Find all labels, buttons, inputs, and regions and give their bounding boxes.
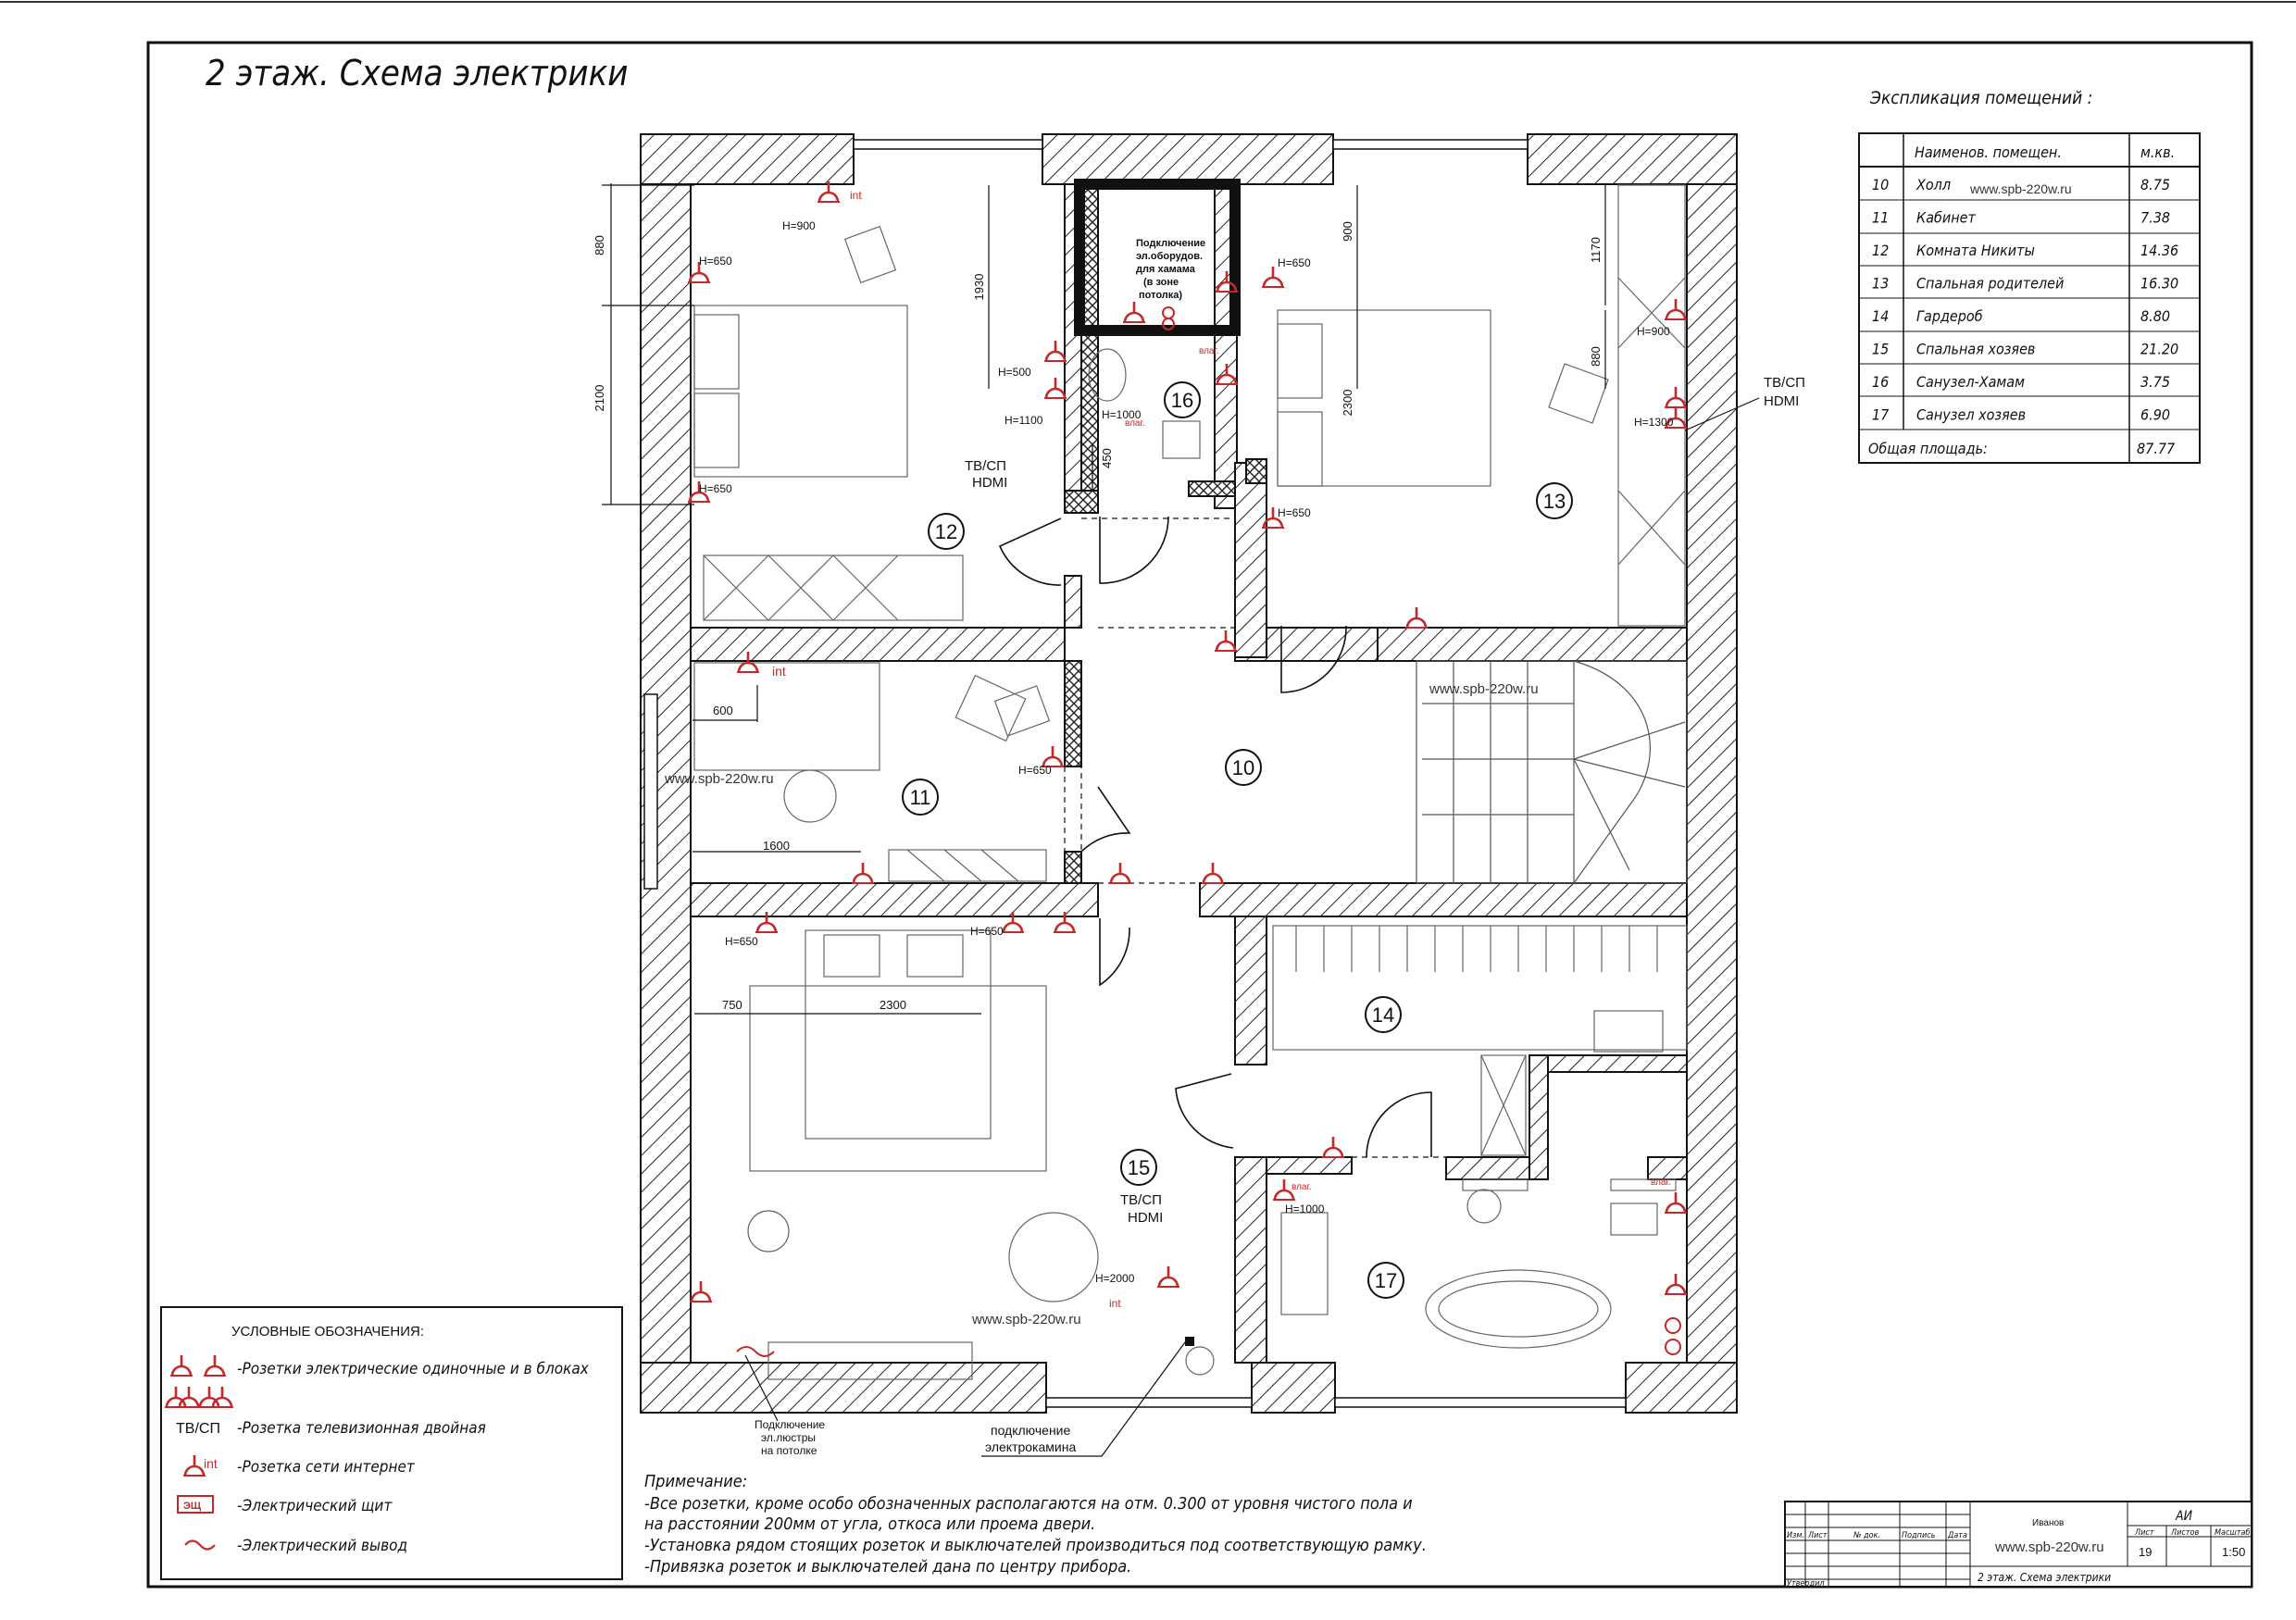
explication-cell-area: 6.90 bbox=[2140, 405, 2171, 424]
explication-cell-area: 21.20 bbox=[2140, 340, 2179, 358]
room-number-11: 11 bbox=[909, 786, 931, 809]
explication-cell-area: 8.75 bbox=[2140, 176, 2171, 193]
svg-text:H=2000: H=2000 bbox=[1095, 1272, 1135, 1285]
explication-cell-num: 12 bbox=[1872, 242, 1890, 259]
svg-text:H=650: H=650 bbox=[699, 482, 732, 495]
svg-text:750: 750 bbox=[722, 998, 742, 1012]
explication-cell-num: 13 bbox=[1872, 274, 1890, 293]
svg-text:Листов: Листов bbox=[2171, 1528, 2200, 1538]
svg-text:880: 880 bbox=[1589, 346, 1603, 367]
explication-cell-name: Холл bbox=[1916, 176, 1952, 193]
svg-text:Утвердил: Утвердил bbox=[1787, 1579, 1825, 1589]
svg-text:int: int bbox=[1109, 1297, 1121, 1310]
svg-text:900: 900 bbox=[1341, 221, 1354, 242]
explication-cell-area: 3.75 bbox=[2140, 373, 2171, 391]
svg-text:-Установка рядом стоящих розет: -Установка рядом стоящих розеток и выключателей производиться под соответствующую рамку. bbox=[644, 1536, 1427, 1555]
room-number-10: 10 bbox=[1231, 756, 1255, 779]
svg-text:Лист: Лист bbox=[1808, 1531, 1828, 1540]
explication-cell-name: Комната Никиты bbox=[1916, 242, 2035, 259]
svg-text:H=650: H=650 bbox=[1278, 256, 1311, 269]
explication-cell-name: Санузел-Хамам bbox=[1916, 373, 2025, 391]
fireplace-point bbox=[1185, 1337, 1194, 1346]
svg-text:H=1000: H=1000 bbox=[1285, 1203, 1325, 1215]
svg-text:int: int bbox=[204, 1456, 218, 1471]
svg-text:электрокамина: электрокамина bbox=[985, 1439, 1077, 1454]
explication-cell-num: 16 bbox=[1872, 373, 1890, 391]
svg-text:подключение: подключение bbox=[991, 1423, 1071, 1438]
explication-cell-num: 14 bbox=[1872, 307, 1890, 325]
svg-text:H=900: H=900 bbox=[1637, 325, 1670, 338]
svg-text:www.spb-220w.ru: www.spb-220w.ru bbox=[665, 771, 774, 787]
svg-text:int: int bbox=[772, 664, 786, 679]
svg-text:H=650: H=650 bbox=[699, 255, 732, 268]
explication-cell-name: Спальная хозяев bbox=[1916, 340, 2036, 358]
svg-text:-Розетки электрические одиночн: -Розетки электрические одиночные и в блоках bbox=[237, 1360, 589, 1378]
interior-walls bbox=[691, 184, 1687, 1363]
svg-text:www.spb-220w.ru: www.spb-220w.ru bbox=[972, 1312, 1081, 1327]
explication-cell-name: Санузел хозяев bbox=[1916, 405, 2027, 424]
explication-table bbox=[1859, 88, 2200, 463]
svg-text:H=650: H=650 bbox=[725, 935, 758, 948]
room-number-14: 14 bbox=[1371, 1003, 1395, 1027]
explication-cell-name: Спальная родителей bbox=[1916, 274, 2065, 293]
svg-text:2100: 2100 bbox=[593, 384, 606, 412]
svg-text:HDMI: HDMI bbox=[1128, 1210, 1164, 1226]
svg-text:880: 880 bbox=[593, 235, 606, 255]
watermarks bbox=[664, 681, 1539, 1327]
explication-cell-num: 17 bbox=[1872, 405, 1890, 424]
svg-text:Масштаб: Масштаб bbox=[2215, 1528, 2251, 1538]
explication-cell-area: 7.38 bbox=[2140, 208, 2171, 227]
room-number-15: 15 bbox=[1127, 1156, 1151, 1179]
explication-cell-area: 16.30 bbox=[2140, 274, 2179, 293]
svg-text:АИ: АИ bbox=[2176, 1509, 2193, 1524]
svg-text:влаг.: влаг. bbox=[1199, 346, 1219, 356]
svg-text:H=500: H=500 bbox=[998, 366, 1031, 379]
svg-text:влаг.: влаг. bbox=[1125, 418, 1145, 429]
svg-text:на расстоянии 200мм от угла, о: на расстоянии 200мм от угла, откоса или проема двери. bbox=[644, 1514, 1096, 1534]
svg-text:H=1300: H=1300 bbox=[1634, 416, 1674, 429]
room-number-17: 17 bbox=[1374, 1269, 1398, 1292]
svg-text:-Розетка телевизионная двойная: -Розетка телевизионная двойная bbox=[237, 1419, 486, 1438]
svg-text:H=650: H=650 bbox=[1278, 506, 1311, 519]
svg-text:H=900: H=900 bbox=[782, 219, 816, 232]
explication-heading: Экспликация помещений : bbox=[1870, 88, 2093, 108]
svg-text:www.spb-220w.ru: www.spb-220w.ru bbox=[1429, 681, 1539, 697]
svg-text:УСЛОВНЫЕ ОБОЗНАЧЕНИЯ:: УСЛОВНЫЕ ОБОЗНАЧЕНИЯ: bbox=[231, 1324, 425, 1340]
svg-text:Общая площадь:: Общая площадь: bbox=[1868, 440, 1988, 457]
svg-text:Подключение: Подключение bbox=[755, 1418, 826, 1431]
svg-text:Примечание:: Примечание: bbox=[644, 1472, 748, 1491]
svg-text:2300: 2300 bbox=[880, 998, 906, 1012]
svg-text:HDMI: HDMI bbox=[972, 475, 1008, 491]
svg-text:влаг.: влаг. bbox=[1651, 1178, 1671, 1188]
svg-text:H=1100: H=1100 bbox=[1004, 414, 1043, 427]
svg-text:1170: 1170 bbox=[1589, 237, 1603, 263]
room-number-12: 12 bbox=[934, 520, 958, 543]
svg-text:ТВ/СП: ТВ/СП bbox=[1764, 375, 1805, 391]
svg-text:www.spb-220w.ru: www.spb-220w.ru bbox=[1995, 1539, 2104, 1555]
explication-cell-num: 15 bbox=[1872, 340, 1890, 358]
svg-text:-Привязка розеток и выключател: -Привязка розеток и выключателей дана по центру прибора. bbox=[644, 1557, 1132, 1576]
svg-text:-Все розетки, кроме особо обоз: -Все розетки, кроме особо обозначенных располагаются на отм. 0.300 от уровня чистого пола и bbox=[644, 1494, 1413, 1514]
svg-text:int: int bbox=[850, 189, 862, 202]
svg-text:H=1000: H=1000 bbox=[1102, 408, 1142, 421]
svg-text:Изм.: Изм. bbox=[1787, 1531, 1805, 1540]
svg-text:м.кв.: м.кв. bbox=[2140, 143, 2176, 161]
svg-text:1600: 1600 bbox=[763, 839, 790, 853]
svg-text:87.77: 87.77 bbox=[2137, 440, 2176, 457]
svg-text:-Розетка сети интернет: -Розетка сети интернет bbox=[237, 1458, 415, 1477]
svg-text:2 этаж. Схема электрики: 2 этаж. Схема электрики bbox=[1978, 1571, 2112, 1584]
svg-text:на потолке: на потолке bbox=[761, 1444, 817, 1457]
svg-text:Подключение: Подключение bbox=[1136, 238, 1206, 249]
notes bbox=[644, 1472, 1427, 1576]
svg-text:Дата: Дата bbox=[1948, 1531, 1967, 1540]
floor-plan bbox=[593, 134, 1805, 1457]
svg-text:ТВ/СП: ТВ/СП bbox=[1120, 1192, 1162, 1208]
room-number-13: 13 bbox=[1542, 490, 1566, 513]
explication-cell-area: 8.80 bbox=[2140, 307, 2171, 325]
svg-text:600: 600 bbox=[713, 704, 733, 717]
svg-text:эл.оборудов.: эл.оборудов. bbox=[1136, 251, 1204, 262]
svg-text:H=650: H=650 bbox=[970, 925, 1004, 938]
room-number-16: 16 bbox=[1170, 389, 1194, 412]
svg-text:Лист: Лист bbox=[2135, 1528, 2154, 1538]
svg-text:(в зоне: (в зоне bbox=[1143, 277, 1179, 288]
explication-cell-num: 10 bbox=[1872, 176, 1890, 193]
legend-box bbox=[161, 1307, 622, 1579]
svg-text:для хамама: для хамама bbox=[1136, 264, 1195, 275]
explication-cell-name: Кабинет bbox=[1916, 208, 1976, 227]
svg-text:ЭЩ: ЭЩ bbox=[183, 1501, 202, 1512]
svg-text:эл.люстры: эл.люстры bbox=[761, 1431, 816, 1444]
title-block bbox=[1785, 1502, 2252, 1589]
electric-outlets bbox=[737, 307, 1680, 1356]
svg-text:№ док.: № док. bbox=[1853, 1531, 1881, 1540]
svg-text:влаг.: влаг. bbox=[1292, 1182, 1312, 1192]
svg-text:-Электрический щит: -Электрический щит bbox=[237, 1497, 393, 1515]
svg-text:1:50: 1:50 bbox=[2222, 1545, 2246, 1559]
svg-text:ТВ/СП: ТВ/СП bbox=[176, 1421, 220, 1437]
svg-text:1930: 1930 bbox=[972, 273, 986, 301]
svg-text:ТВ/СП: ТВ/СП bbox=[965, 458, 1006, 474]
svg-text:Подпись: Подпись bbox=[1902, 1531, 1936, 1540]
svg-text:www.spb-220w.ru: www.spb-220w.ru bbox=[1970, 181, 2072, 196]
svg-text:-Электрический вывод: -Электрический вывод bbox=[237, 1537, 408, 1555]
svg-text:H=650: H=650 bbox=[1018, 764, 1052, 777]
explication-cell-num: 11 bbox=[1872, 208, 1890, 227]
svg-text:19: 19 bbox=[2139, 1545, 2152, 1559]
furniture bbox=[694, 185, 1687, 1379]
svg-text:Наименов. помещен.: Наименов. помещен. bbox=[1915, 143, 2062, 161]
svg-text:HDMI: HDMI bbox=[1764, 393, 1800, 409]
svg-text:потолка): потолка) bbox=[1139, 290, 1183, 301]
svg-text:2300: 2300 bbox=[1341, 389, 1354, 417]
explication-cell-name: Гардероб bbox=[1916, 307, 1983, 325]
page-title: 2 этаж. Схема электрики bbox=[206, 53, 629, 93]
svg-text:Иванов: Иванов bbox=[2032, 1518, 2065, 1528]
explication-cell-area: 14.36 bbox=[2140, 242, 2179, 259]
svg-text:450: 450 bbox=[1100, 448, 1114, 468]
